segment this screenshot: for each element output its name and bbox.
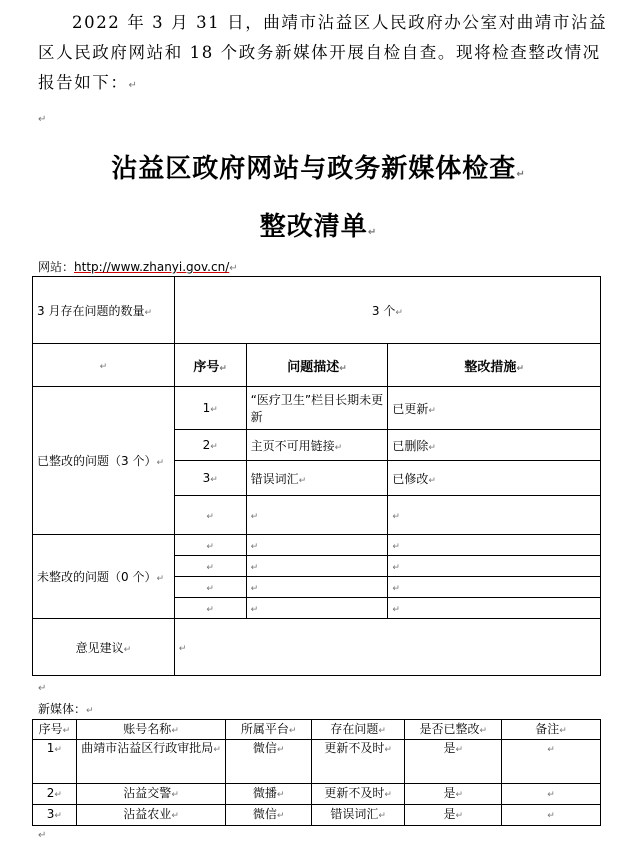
media-row-issue: 更新不及时↵ [311, 784, 405, 805]
media-row-no: 1↵ [33, 740, 77, 784]
media-row-fixed: 是↵ [405, 740, 502, 784]
empty-cell: ↵ [174, 496, 246, 535]
paragraph-mark: ↵ [38, 683, 47, 694]
fixed-row-desc: “医疗卫生”栏目长期未更新 [246, 387, 388, 430]
empty-cell: ↵ [388, 598, 601, 619]
advice-value: ↵ [174, 619, 600, 676]
march-count-label: 3 月存在问题的数量↵ [33, 277, 175, 344]
media-row-issue: 更新不及时↵ [311, 740, 405, 784]
empty-cell: ↵ [246, 598, 388, 619]
website-label: 网站： [38, 260, 75, 274]
header-measure: 整改措施↵ [388, 344, 601, 387]
intro-paragraph [38, 8, 613, 101]
fixed-row-no: 2↵ [174, 430, 246, 461]
fixed-row-desc: 主页不可用链接↵ [246, 430, 388, 461]
media-row-issue: 错误词汇↵ [311, 805, 405, 826]
doc-title-line1: 沾益区政府网站与政务新媒体检查↵ [111, 154, 526, 184]
media-row-fixed: 是↵ [405, 784, 502, 805]
fixed-issues-label: 已整改的问题（3 个）↵ [33, 387, 175, 535]
fixed-row-no: 1↵ [174, 387, 246, 430]
intro-text: 2022 年 3 月 31 日，曲靖市沾益区人民政府办公室对曲靖市沾益区人民政府网站和 18 个政务新媒体开展自检自查。现将检查整改情况报告如下： [38, 13, 608, 92]
media-row-platform: 微信↵ [226, 805, 311, 826]
empty-cell: ↵ [174, 535, 246, 556]
empty-cell: ↵ [246, 496, 388, 535]
unfixed-issues-label: 未整改的问题（0 个）↵ [33, 535, 175, 619]
media-label: 新媒体：↵ [38, 702, 94, 716]
fixed-row-measure: 已删除↵ [388, 430, 601, 461]
empty-cell: ↵ [246, 535, 388, 556]
media-header-issue: 存在问题↵ [311, 720, 405, 740]
empty-cell: ↵ [388, 577, 601, 598]
media-row-platform: 微信↵ [226, 740, 311, 784]
empty-cell: ↵ [174, 556, 246, 577]
media-header-fixed: 是否已整改↵ [405, 720, 502, 740]
website-url[interactable]: http://www.zhanyi.gov.cn/ [74, 260, 230, 274]
media-header-note: 备注↵ [502, 720, 601, 740]
empty-cell: ↵ [388, 496, 601, 535]
empty-cell: ↵ [388, 556, 601, 577]
empty-cell: ↵ [174, 577, 246, 598]
media-row-name: 沾益交警↵ [76, 784, 226, 805]
empty-cell: ↵ [246, 577, 388, 598]
header-no: 序号↵ [174, 344, 246, 387]
media-row-note: ↵ [502, 784, 601, 805]
empty-cell: ↵ [246, 556, 388, 577]
header-desc: 问题描述↵ [246, 344, 388, 387]
media-header-no: 序号↵ [33, 720, 77, 740]
inspection-table [32, 276, 601, 676]
media-table [32, 719, 601, 826]
advice-label: 意见建议↵ [33, 619, 175, 676]
media-row-note: ↵ [502, 805, 601, 826]
media-row-name: 沾益农业↵ [76, 805, 226, 826]
media-row-fixed: 是↵ [405, 805, 502, 826]
media-header-platform: 所属平台↵ [226, 720, 311, 740]
media-row-platform: 微播↵ [226, 784, 311, 805]
march-count-value: 3 个↵ [174, 277, 600, 344]
header-empty-cell: ↵ [33, 344, 175, 387]
doc-title-line2: 整改清单↵ [259, 212, 378, 242]
website-line: 网站：http://www.zhanyi.gov.cn/↵ [38, 260, 238, 274]
paragraph-mark: ↵ [128, 80, 139, 91]
media-row-no: 2↵ [33, 784, 77, 805]
paragraph-mark: ↵ [38, 114, 47, 125]
fixed-row-measure: 已修改↵ [388, 461, 601, 496]
media-row-name: 曲靖市沾益区行政审批局↵ [76, 740, 226, 784]
fixed-row-no: 3↵ [174, 461, 246, 496]
paragraph-mark: ↵ [38, 830, 47, 841]
fixed-row-measure: 已更新↵ [388, 387, 601, 430]
media-header-name: 账号名称↵ [76, 720, 226, 740]
fixed-row-desc: 错误词汇↵ [246, 461, 388, 496]
empty-cell: ↵ [174, 598, 246, 619]
media-row-no: 3↵ [33, 805, 77, 826]
empty-cell: ↵ [388, 535, 601, 556]
media-row-note: ↵ [502, 740, 601, 784]
